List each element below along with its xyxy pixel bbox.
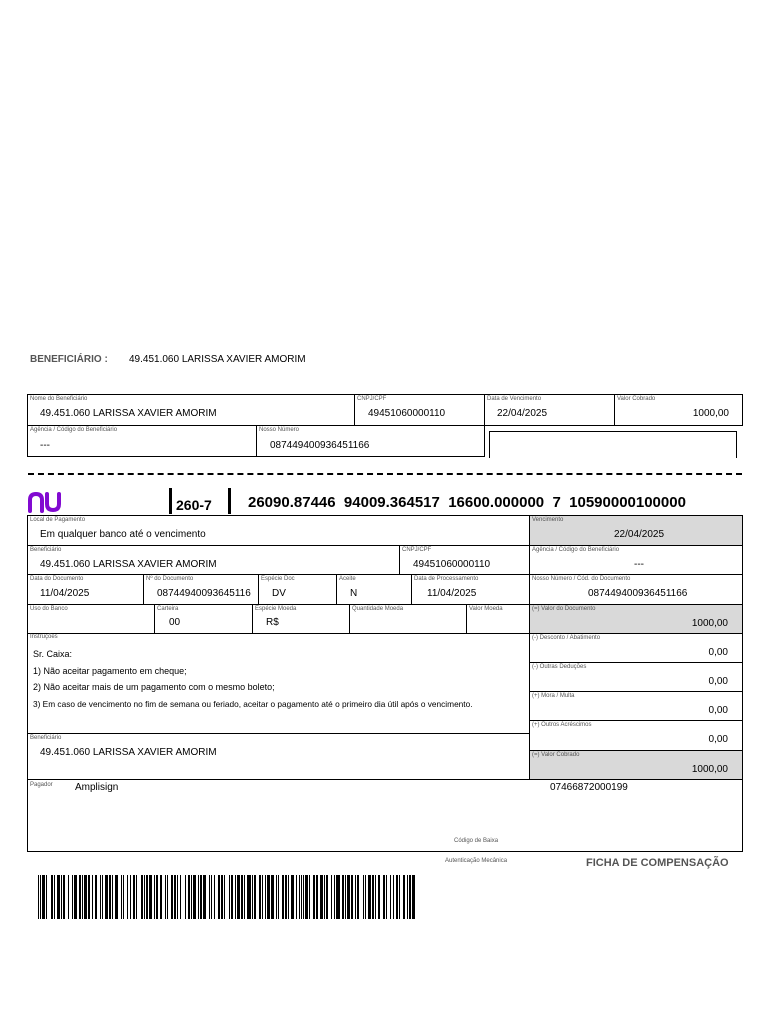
recibo-cnpj-label: CNPJ/CPF: [357, 396, 387, 402]
data-documento-value: 11/04/2025: [40, 588, 90, 599]
agencia-value: ---: [634, 559, 644, 570]
pagador-label: Pagador: [30, 782, 53, 788]
especie-moeda-label: Espécie Moeda: [255, 606, 297, 612]
barcode-bar: [412, 875, 415, 919]
numero-documento-value: 08744940093645116: [157, 588, 251, 599]
valor-cobrado-value: 1000,00: [691, 764, 728, 775]
instrucao-line: 3) Em caso de vencimento no fim de semana ou feriado, aceitar o pagamento até o primeiro dia útil após o vencimento.: [33, 698, 473, 709]
linha-digitavel: 26090.87446 94009.364517 16600.000000 7 10590000100000: [248, 494, 686, 511]
quantidade-moeda-label: Quantidade Moeda: [352, 606, 404, 612]
beneficiario-2-value: 49.451.060 LARISSA XAVIER AMORIM: [40, 747, 217, 758]
barcode: [38, 875, 416, 919]
recibo-cnpj-value: 49451060000110: [368, 408, 446, 419]
agencia-label: Agência / Código do Beneficiário: [532, 547, 620, 553]
bank-divider-right: [228, 488, 231, 514]
beneficiario-value: 49.451.060 LARISSA XAVIER AMORIM: [40, 559, 217, 570]
recibo-agencia-label: Agência / Código do Beneficiário: [30, 427, 118, 433]
cnpj-value: 49451060000110: [413, 559, 491, 570]
desconto-label: (-) Desconto / Abatimento: [532, 635, 601, 641]
recibo-vencimento-value: 22/04/2025: [497, 408, 548, 419]
beneficiario-header-value: 49.451.060 LARISSA XAVIER AMORIM: [129, 354, 306, 365]
autenticacao-mecanica-label: Autenticação Mecânica: [445, 858, 508, 864]
recibo-nosso-value: 087449400936451166: [270, 440, 370, 451]
recibo-valor-value: 1000,00: [692, 408, 729, 419]
nosso-numero-label: Nosso Número / Cód. do Documento: [532, 576, 631, 582]
aceite-label: Aceite: [339, 576, 356, 582]
instrucao-line: Sr. Caixa:: [33, 649, 73, 659]
especie-moeda-value: R$: [266, 617, 279, 628]
uso-banco-label: Uso do Banco: [30, 606, 68, 612]
beneficiario-2-label: Beneficiário: [30, 735, 62, 741]
valor-documento-value: 1000,00: [691, 618, 728, 629]
outros-acrescimos-label: (+) Outros Acréscimos: [532, 722, 592, 728]
outras-deducoes-value: 0,00: [708, 676, 728, 687]
nubank-logo: [28, 491, 62, 513]
instrucoes-list: [33, 646, 527, 712]
vencimento-value: 22/04/2025: [614, 529, 665, 540]
cut-line: [28, 473, 742, 475]
desconto-value: 0,00: [708, 647, 728, 658]
mora-multa-value: 0,00: [708, 705, 728, 716]
local-pagamento-label: Local de Pagamento: [30, 517, 86, 523]
vencimento-label: Vencimento: [532, 517, 564, 523]
outras-deducoes-label: (-) Outras Deduções: [532, 664, 587, 670]
recibo-nosso-label: Nosso Número: [259, 427, 300, 433]
nosso-numero-value: 087449400936451166: [588, 588, 688, 599]
local-pagamento-value: Em qualquer banco até o vencimento: [40, 529, 206, 540]
instrucao-line: 2) Não aceitar mais de um pagamento com o mesmo boleto;: [33, 682, 275, 692]
bank-divider-left: [169, 488, 172, 514]
instrucao-line: 1) Não aceitar pagamento em cheque;: [33, 665, 187, 676]
data-processamento-value: 11/04/2025: [427, 588, 477, 599]
data-processamento-label: Data de Processamento: [414, 576, 479, 582]
codigo-baixa-label: Código de Baixa: [454, 838, 499, 844]
recibo-nome-label: Nome do Beneficiário: [30, 396, 88, 402]
recibo-vencimento-label: Data de Vencimento: [487, 396, 542, 402]
pagador-documento: 07466872000199: [550, 782, 628, 793]
valor-documento-label: (=) Valor do Documento: [532, 606, 596, 612]
beneficiario-header-label: BENEFICIÁRIO :: [30, 354, 108, 365]
recibo-valor-label: Valor Cobrado: [617, 396, 656, 402]
carteira-value: 00: [169, 617, 181, 628]
valor-moeda-label: Valor Moeda: [469, 606, 503, 612]
recibo-agencia-value: ---: [40, 440, 50, 451]
especie-doc-value: DV: [272, 588, 286, 599]
recibo-empty-box: [489, 431, 737, 458]
mora-multa-label: (+) Mora / Multa: [532, 693, 575, 699]
ficha-compensacao-title: FICHA DE COMPENSAÇÃO: [586, 857, 729, 869]
pagador-value: Amplisign: [75, 782, 119, 793]
beneficiario-label: Beneficiário: [30, 547, 62, 553]
especie-doc-label: Espécie Doc: [261, 576, 295, 582]
instrucoes-label: Instruções: [30, 634, 58, 640]
valor-cobrado-label: (=) Valor Cobrado: [532, 752, 580, 758]
carteira-label: Carteira: [157, 606, 179, 612]
aceite-value: N: [350, 588, 358, 599]
numero-documento-label: Nº do Documento: [146, 576, 194, 582]
bank-code: 260-7: [176, 497, 212, 513]
outros-acrescimos-value: 0,00: [708, 734, 728, 745]
data-documento-label: Data do Documento: [30, 576, 84, 582]
recibo-nome-value: 49.451.060 LARISSA XAVIER AMORIM: [40, 408, 217, 419]
cnpj-label: CNPJ/CPF: [402, 547, 432, 553]
